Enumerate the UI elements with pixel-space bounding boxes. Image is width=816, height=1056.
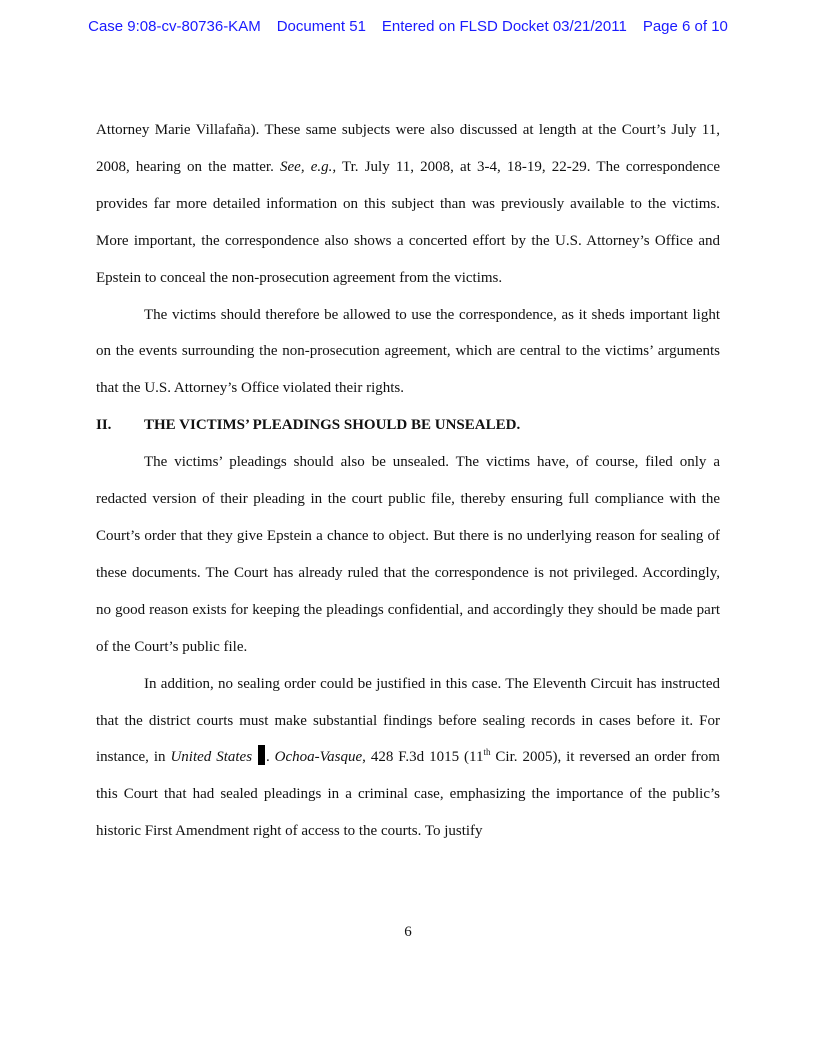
section-title: THE VICTIMS’ PLEADINGS SHOULD BE UNSEALED.: [144, 417, 521, 434]
paragraph-text: Cir. 2005), it reversed an order from this Court that had sealed pleadings in a criminal case, emphasizing the importance of the public’s historic First Amendment right of access to the courts. To justify: [96, 749, 720, 840]
case-name-part: United States: [170, 749, 253, 766]
case-number: Case 9:08-cv-80736-KAM: [88, 18, 261, 35]
paragraph-victims-correspondence: The victims should therefore be allowed to use the correspondence, as it sheds important light on the events surrounding the non-prosecution agreement, which are central to the victims’ arguments that the U.S. Attorney’s Office violated their rights.: [96, 306, 720, 397]
paragraph-text: .: [265, 749, 275, 766]
document-body: [96, 112, 720, 850]
document-number: Document 51: [276, 18, 366, 35]
redaction-mark: [258, 745, 265, 765]
section-heading: [96, 407, 720, 444]
paragraph-continuation: [96, 112, 720, 297]
paragraph-text: , 428 F.3d 1015 (11: [362, 749, 484, 766]
paragraph-text: Attorney Marie Villafaña). These same subjects were also discussed at length at the Court’s July 11, 2008, hearing on the matter.: [96, 122, 720, 175]
section-number: II.: [96, 417, 112, 434]
page-indicator: Page 6 of 10: [642, 18, 728, 35]
citation-signal: See, e.g.,: [280, 158, 337, 175]
paragraph-text: Tr. July 11, 2008, at 3-4, 18-19, 22-29. The correspondence provides far more detailed information on this subject than was previously available to the victims. More important, the correspondence also shows a concerted effort by the U.S. Attorney’s Office and Epstein to conceal the non-prosecution agreement from the victims.: [96, 158, 720, 286]
paragraph-text: In addition, no sealing order could be justified in this case. The Eleventh Circuit has instructed that the district courts must make substantial findings before sealing records in cases before it. For instance, in: [96, 675, 720, 766]
docket-entry: Entered on FLSD Docket 03/21/2011: [381, 18, 627, 35]
paragraph-sealing-order: [96, 666, 720, 851]
paragraph-unseal: The victims’ pleadings should also be unsealed. The victims have, of course, filed only a redacted version of their pleading in the court public file, thereby ensuring full compliance with the Court’s order that they give Epstein a chance to object. But there is no underlying reason for sealing of these documents. The Court has already ruled that the correspondence is not privileged. Accordingly, no good reason exists for keeping the pleadings confidential, and accordingly they should be made part of the Court’s public file.: [96, 454, 720, 655]
docket-header: [0, 18, 816, 35]
case-name-part: Ochoa-Vasque: [274, 749, 363, 766]
page-number: 6: [404, 924, 412, 940]
ordinal-superscript: th: [483, 747, 491, 758]
